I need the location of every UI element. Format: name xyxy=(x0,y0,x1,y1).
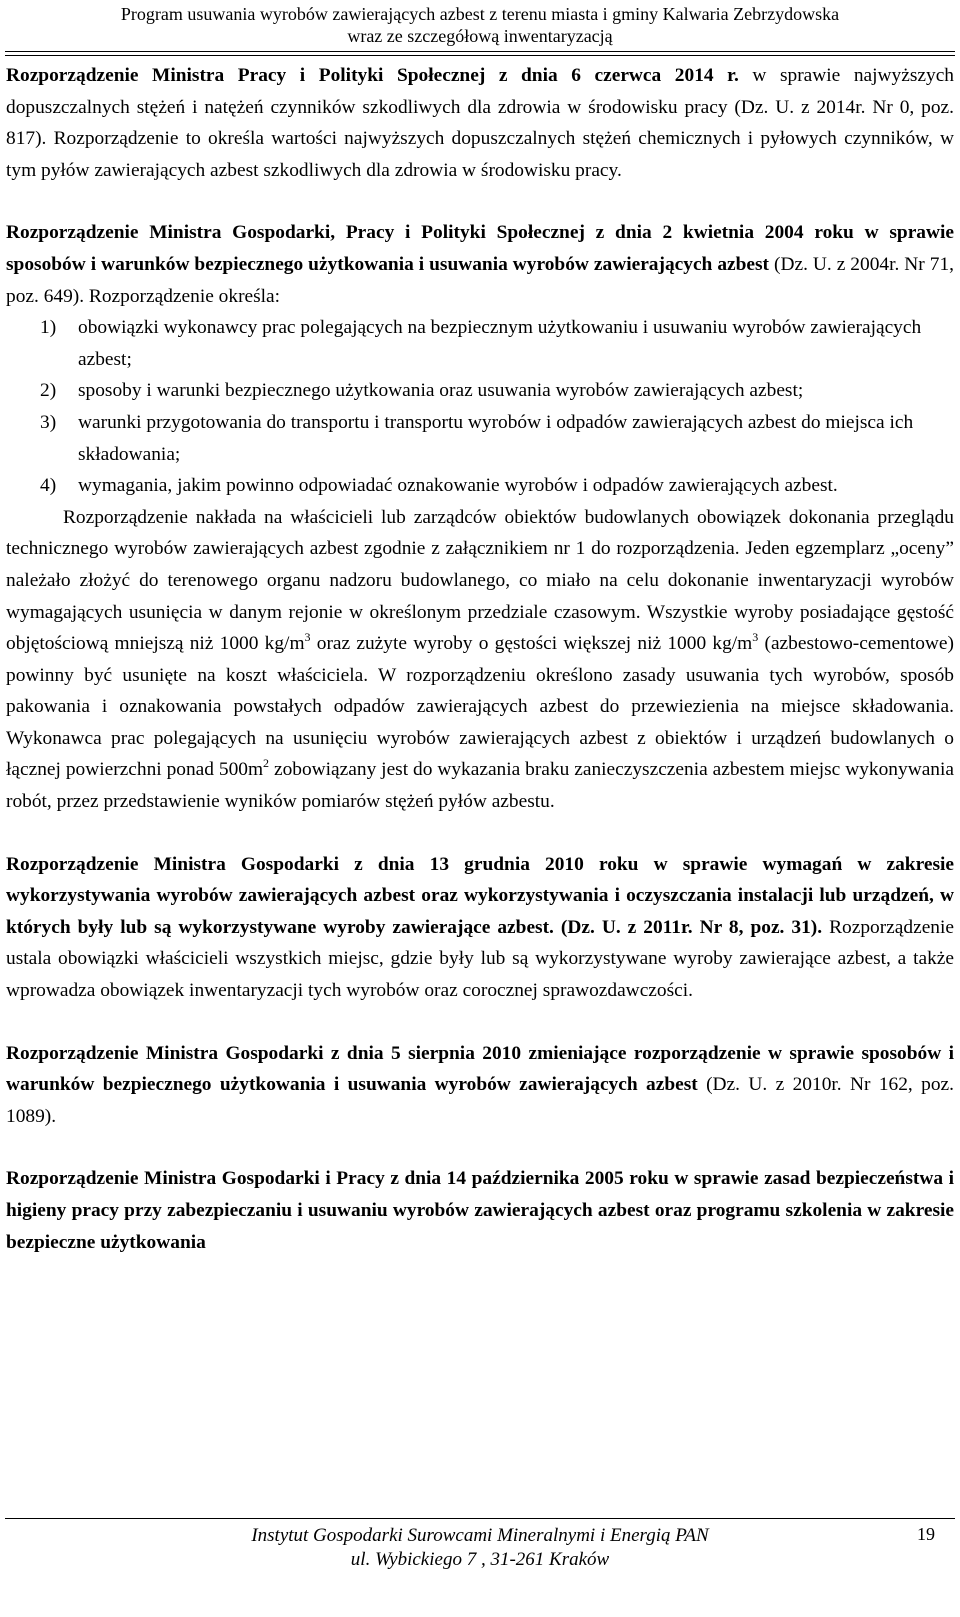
header-line-2: wraz ze szczegółową inwentaryzacją xyxy=(347,26,613,46)
list-item: 2) sposoby i warunki bezpiecznego użytkowania oraz usuwania wyrobów zawierających azbest; xyxy=(40,380,804,402)
section-2-paragraph: Rozporządzenie nakłada na właścicieli lub zarządców obiektów budowlanych obowiązek dokonania przeglądu technicznego wyrobów zawierających azbest zgodnie z załącznikiem nr 1 do rozporządzenia. Jeden egzemplarz „oceny” należało złożyć do terenowego organu nadzoru budowlanego, co miało na celu dokonanie inwentaryzacji wyrobów wymagających usunięcia w danym rejonie w określonym przedziale czasowym. Wszystkie wyroby posiadające gęstość objętościową mniejszą niż 1000 $kg/m^3$ oraz zużyte wyroby o gęstości większej niż 1000 $kg/m^3$ (azbestowo-cementowe) powinny być usunięte na koszt właściciela. W rozporządzeniu określono zasady usuwania tych wyrobów, sposób pakowania i oznakowania powstałych odpadów zawierających azbest do przewiezienia na miejsce składowania. Wykonawca prac polegających na usunięciu wyrobów zawierających azbest z obiektów i urządzeń budowlanych o łącznej powierzchni ponad $500m^2$ zobowiązany jest do wykazania braku zanieczyszczenia azbestem miejsc wykonywania robót, przez przedstawienie wyników pomiarów stężeń pyłów azbestu. xyxy=(6,506,954,813)
header-line-1: Program usuwania wyrobów zawierających azbest z terenu miasta i gminy Kalwaria Zebrzydowska xyxy=(120,4,840,24)
section-3-body: Rozporządzenie ustala obowiązki właścicieli wszystkich miejsc, gdzie były lub są wykorzystywane wyroby zawierające azbest, a także wprowadza obowiązek inwentaryzacji tych wyrobów oraz corocznej sprawozdawczości. xyxy=(6,916,954,1002)
section-2-list xyxy=(6,312,954,502)
page-footer xyxy=(0,1524,960,1572)
header-divider xyxy=(5,51,955,56)
list-item: 1) obowiązki wykonawcy prac polegających na bezpiecznym użytkowaniu i usuwaniu wyrobów zawierających azbest; xyxy=(40,317,922,370)
section-4-title: Rozporządzenie Ministra Gospodarki z dnia 5 sierpnia 2010 zmieniające rozporządzenie w sprawie sposobów i warunków bezpiecznego użytkowania i usuwania wyrobów zawierających azbest xyxy=(6,1042,954,1096)
page-header xyxy=(0,0,960,47)
section-4 xyxy=(6,1038,954,1133)
superscript: 3 xyxy=(752,630,759,645)
section-1-body: w sprawie najwyższych dopuszczalnych stężeń i natężeń czynników szkodliwych dla zdrowia w środowisku pracy (Dz. U. z 2014r. Nr 0, poz. 817). Rozporządzenie to określa wartości najwyższych dopuszczalnych stężeń chemicznych i pyłowych czynników, w tym pyłów zawierających azbest szkodliwych dla zdrowia w środowisku pracy. xyxy=(6,65,955,181)
footer-divider xyxy=(5,1518,955,1519)
list-item: 4) wymagania, jakim powinno odpowiadać oznakowanie wyrobów i odpadów zawierających azbest. xyxy=(40,475,838,497)
footer-line-2: ul. Wybickiego 7 , 31-261 Kraków xyxy=(350,1549,610,1570)
section-2-title: Rozporządzenie Ministra Gospodarki, Pracy i Polityki Społecznej z dnia 2 kwietnia 2004 roku w sprawie sposobów i warunków bezpiecznego użytkowania i usuwania wyrobów zawierających azbest xyxy=(6,222,954,275)
superscript: 3 xyxy=(304,630,311,645)
page-number: 19 xyxy=(917,1524,935,1544)
list-item: 3) warunki przygotowania do transportu i transportu wyrobów i odpadów zawierających azbest do miejsca ich składowania; xyxy=(40,411,914,465)
section-2 xyxy=(6,217,954,312)
section-3 xyxy=(6,849,954,1007)
section-3-title: Rozporządzenie Ministra Gospodarki z dnia 13 grudnia 2010 roku w sprawie wymagań w zakresie wykorzystywania wyrobów zawierających azbest oraz wykorzystywania i oczyszczania instalacji lub urządzeń, w których były lub są wykorzystywane wyroby zawierające azbest. (Dz. U. z 2011r. Nr 8, poz. 31). xyxy=(6,853,954,938)
section-2-intro: (Dz. U. z 2004r. Nr 71, poz. 649). Rozporządzenie określa: xyxy=(6,253,954,307)
section-1-title: Rozporządzenie Ministra Pracy i Polityki Społecznej z dnia 6 czerwca 2014 r. xyxy=(6,65,739,86)
section-5-title: Rozporządzenie Ministra Gospodarki i Pracy z dnia 14 października 2005 roku w sprawie zasad bezpieczeństwa i higieny pracy przy zabezpieczaniu i usuwaniu wyrobów zawierających azbest oraz programu szkolenia w zakresie bezpieczne użytkowania xyxy=(6,1168,954,1253)
section-4-body: (Dz. U. z 2010r. Nr 162, poz. 1089). xyxy=(6,1074,954,1127)
document-body xyxy=(6,60,954,1258)
section-5 xyxy=(6,1163,954,1258)
superscript: 2 xyxy=(263,756,270,771)
section-1 xyxy=(6,60,954,186)
footer-line-1: Instytut Gospodarki Surowcami Mineralnymi i Energią PAN xyxy=(251,1525,709,1546)
